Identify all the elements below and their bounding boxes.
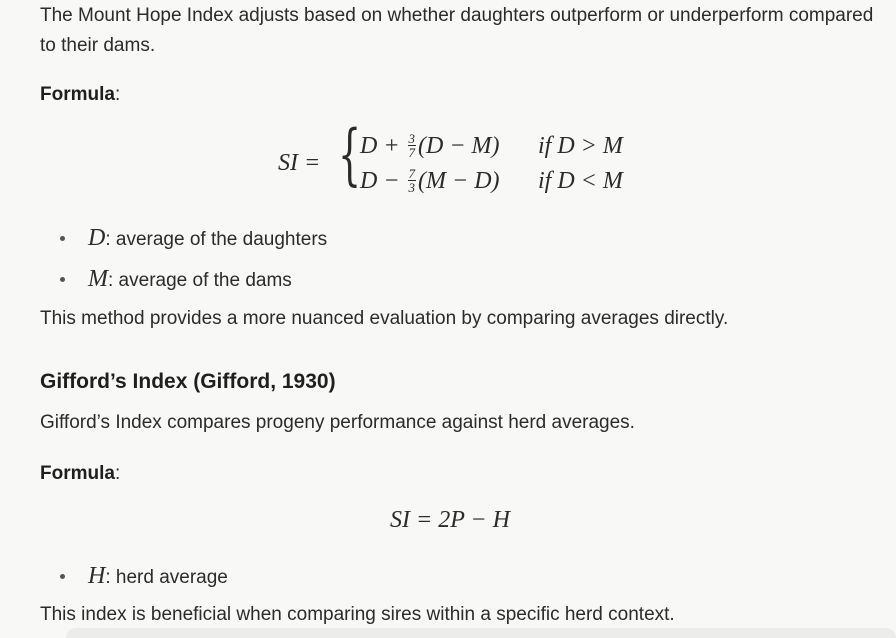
formula-label-1 (40, 80, 120, 110)
case1-expr-b: (D − M) (418, 133, 500, 159)
case1-expr-a: D + (360, 133, 406, 159)
formula-label-2 (40, 459, 120, 489)
variable-symbol: M (88, 266, 108, 292)
variable-description: : average of the daughters (105, 229, 328, 250)
bottom-panel-edge (66, 628, 896, 638)
case2-expr-a: D − (360, 168, 406, 194)
fraction-denominator: 3 (408, 179, 416, 195)
bullet-icon (60, 574, 65, 579)
index-benefit-note: This index is beneficial when comparing sires within a specific herd context. (40, 604, 675, 625)
variable-symbol: H (88, 563, 106, 589)
fraction-numerator: 3 (408, 130, 416, 146)
fraction-numerator: 7 (408, 165, 416, 181)
formula1-case-1 (360, 130, 623, 161)
fraction-3-7 (408, 132, 417, 159)
bullet-icon (60, 277, 65, 282)
method-summary: This method provides a more nuanced evaluation by comparing averages directly. (40, 308, 729, 329)
mount-hope-formula (278, 116, 658, 208)
fraction-7-3 (408, 167, 417, 194)
formula-label-colon: : (114, 84, 121, 105)
variable-symbol: D (88, 225, 106, 251)
fraction-denominator: 7 (408, 144, 416, 160)
formula-label-colon: : (114, 463, 121, 484)
formula1-case-2 (360, 165, 623, 196)
left-brace: { (338, 116, 362, 193)
giffords-formula: SI = 2P − H (390, 507, 510, 533)
case2-expr-b: (M − D) (418, 168, 500, 194)
list-item (58, 264, 327, 305)
bullet-icon (60, 236, 65, 241)
variable-description: : average of the dams (108, 270, 292, 291)
formula-label-text: Formula (40, 463, 115, 484)
giffords-description: Gifford’s Index compares progeny performance against herd averages. (40, 412, 635, 433)
variable-description: : herd average (105, 567, 228, 588)
case1-condition: if D > M (538, 133, 623, 159)
list-item (58, 223, 327, 264)
section-heading-giffords-index: Gifford’s Index (Gifford, 1930) (40, 370, 336, 393)
mount-hope-description: The Mount Hope Index adjusts based on whether daughters outperform or underperform compared to their dams. (40, 5, 874, 56)
list-item (58, 561, 228, 602)
formula-label-text: Formula (40, 84, 115, 105)
variable-list-1 (58, 223, 327, 305)
case2-condition: if D < M (538, 168, 623, 194)
variable-list-2 (58, 561, 228, 602)
formula1-lhs: SI = (278, 150, 321, 176)
